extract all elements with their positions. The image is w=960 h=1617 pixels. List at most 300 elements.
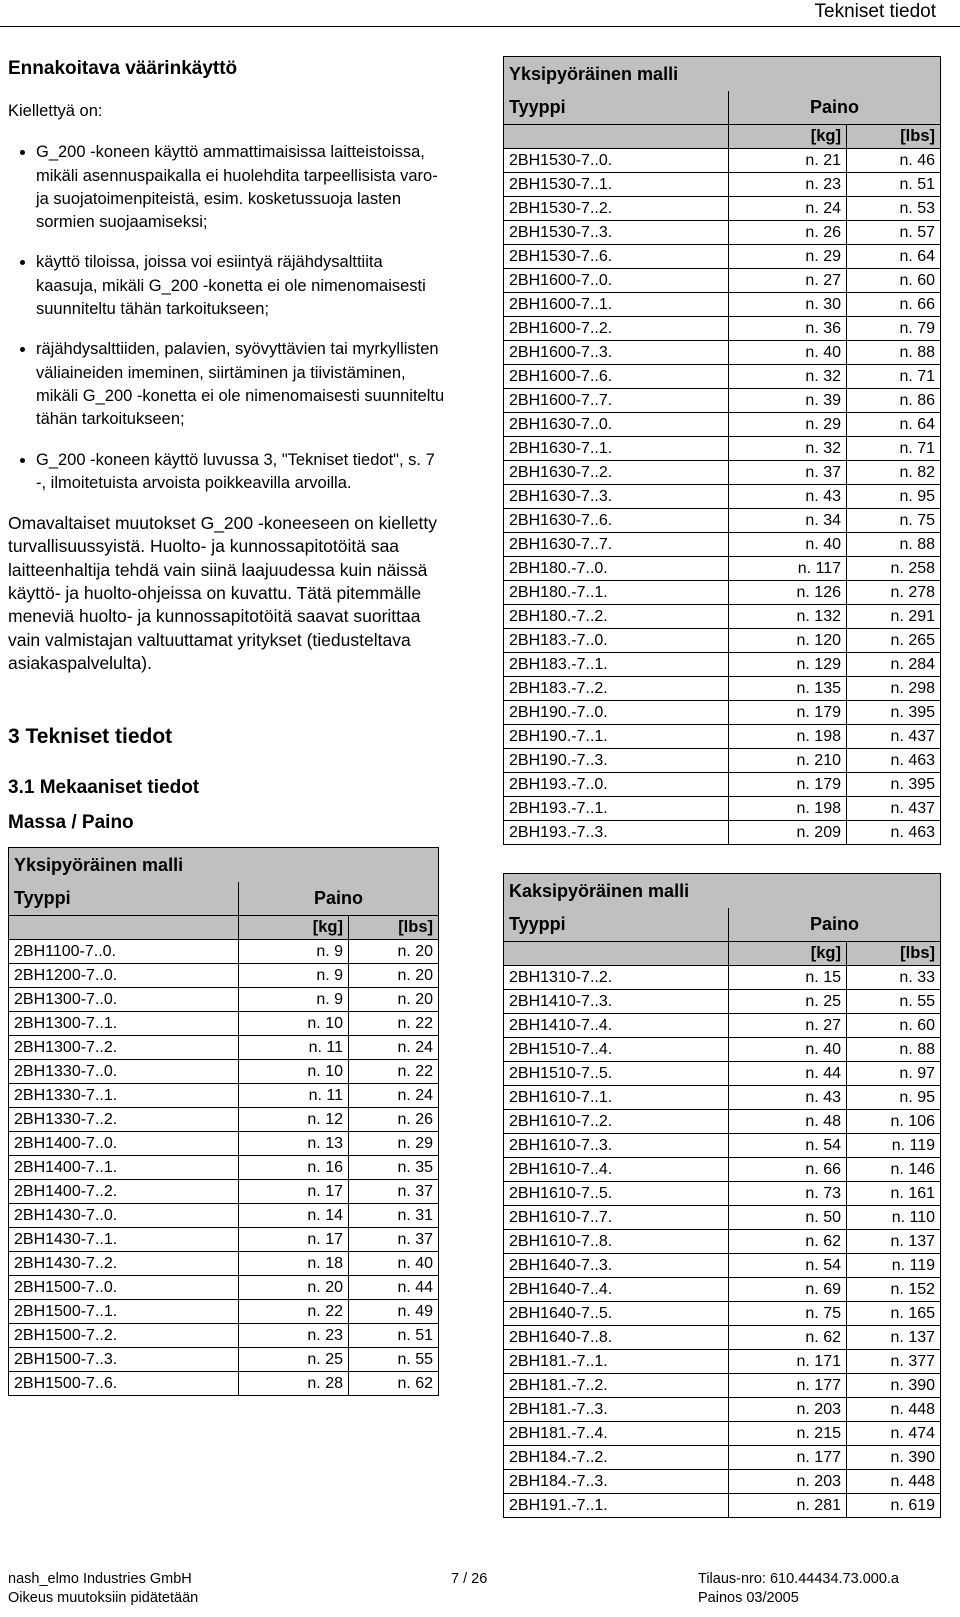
weight-lbs-cell: n. 265 — [847, 629, 941, 653]
header-rule — [0, 26, 960, 27]
weight-lbs-cell: n. 291 — [847, 605, 941, 629]
table-row — [9, 964, 439, 988]
table-row — [504, 773, 941, 797]
right-column — [503, 56, 959, 1518]
table-row — [504, 1374, 941, 1398]
table-row — [504, 1398, 941, 1422]
table-row — [9, 1084, 439, 1108]
table-row — [504, 1470, 941, 1494]
type-cell: 2BH1400-7..1. — [9, 1156, 239, 1180]
weight-kg-cell: n. 66 — [729, 1158, 847, 1182]
weight-kg-cell: n. 43 — [729, 485, 847, 509]
weight-lbs-cell: n. 24 — [349, 1036, 439, 1060]
table-row — [504, 966, 941, 990]
weight-lbs-cell: n. 66 — [847, 293, 941, 317]
weight-table-double-wheel — [503, 873, 959, 1518]
weight-lbs-cell: n. 377 — [847, 1350, 941, 1374]
type-cell: 2BH183.-7..2. — [504, 677, 729, 701]
weight-lbs-cell: n. 258 — [847, 557, 941, 581]
weight-table — [503, 56, 941, 845]
type-cell: 2BH1610-7..5. — [504, 1182, 729, 1206]
weight-kg-cell: n. 135 — [729, 677, 847, 701]
type-cell: 2BH193.-7..3. — [504, 821, 729, 845]
weight-kg-cell: n. 10 — [239, 1012, 349, 1036]
weight-lbs-cell: n. 20 — [349, 988, 439, 1012]
weight-lbs-cell: n. 82 — [847, 461, 941, 485]
table-row — [504, 605, 941, 629]
weight-kg-cell: n. 198 — [729, 797, 847, 821]
weight-kg-cell: n. 40 — [729, 341, 847, 365]
weight-kg-cell: n. 27 — [729, 269, 847, 293]
weight-kg-cell: n. 9 — [239, 988, 349, 1012]
type-cell: 2BH1200-7..0. — [9, 964, 239, 988]
table-row — [504, 1038, 941, 1062]
weight-lbs-cell: n. 40 — [349, 1252, 439, 1276]
unit-header-kg: [kg] — [729, 125, 847, 149]
table-row — [504, 1326, 941, 1350]
weight-lbs-cell: n. 152 — [847, 1278, 941, 1302]
weight-lbs-cell: n. 33 — [847, 966, 941, 990]
weight-kg-cell: n. 9 — [239, 940, 349, 964]
weight-kg-cell: n. 215 — [729, 1422, 847, 1446]
table-row — [9, 1204, 439, 1228]
unit-header-empty — [504, 942, 729, 966]
weight-kg-cell: n. 40 — [729, 1038, 847, 1062]
type-cell: 2BH181.-7..4. — [504, 1422, 729, 1446]
table-header-row — [504, 908, 941, 942]
weight-kg-cell: n. 177 — [729, 1374, 847, 1398]
type-cell: 2BH1610-7..3. — [504, 1134, 729, 1158]
weight-lbs-cell: n. 88 — [847, 341, 941, 365]
column-header-type: Tyyppi — [504, 91, 729, 125]
footer-order-number: Tilaus-nro: 610.44434.73.000.a — [698, 1571, 899, 1587]
type-cell: 2BH1510-7..5. — [504, 1062, 729, 1086]
type-cell: 2BH1500-7..3. — [9, 1348, 239, 1372]
footer-company: nash_elmo Industries GmbH — [8, 1571, 192, 1587]
weight-kg-cell: n. 23 — [239, 1324, 349, 1348]
type-cell: 2BH190.-7..1. — [504, 725, 729, 749]
type-cell: 2BH1330-7..1. — [9, 1084, 239, 1108]
table-row — [9, 1108, 439, 1132]
type-cell: 2BH1600-7..6. — [504, 365, 729, 389]
weight-lbs-cell: n. 79 — [847, 317, 941, 341]
type-cell: 2BH1530-7..3. — [504, 221, 729, 245]
weight-kg-cell: n. 203 — [729, 1470, 847, 1494]
table-row — [504, 413, 941, 437]
weight-lbs-cell: n. 49 — [349, 1300, 439, 1324]
forbidden-item: • G_200 -koneen käyttö luvussa 3, "Tekniset tiedot", s. 7 -, ilmoitetuista arvoista poikkeavilla arvoilla. — [36, 449, 448, 496]
type-cell: 2BH1610-7..2. — [504, 1110, 729, 1134]
table-row — [504, 197, 941, 221]
type-cell: 2BH1410-7..4. — [504, 1014, 729, 1038]
weight-table-single-wheel-1 — [8, 847, 448, 1396]
weight-lbs-cell: n. 26 — [349, 1108, 439, 1132]
type-cell: 2BH1610-7..8. — [504, 1230, 729, 1254]
type-cell: 2BH181.-7..2. — [504, 1374, 729, 1398]
table-row — [9, 988, 439, 1012]
table-title-row — [9, 848, 439, 883]
table-row — [9, 1060, 439, 1084]
weight-lbs-cell: n. 395 — [847, 701, 941, 725]
weight-kg-cell: n. 281 — [729, 1494, 847, 1518]
type-cell: 2BH1300-7..1. — [9, 1012, 239, 1036]
type-cell: 2BH190.-7..3. — [504, 749, 729, 773]
table-row — [504, 821, 941, 845]
weight-lbs-cell: n. 95 — [847, 485, 941, 509]
type-cell: 2BH191.-7..1. — [504, 1494, 729, 1518]
table-row — [504, 341, 941, 365]
table-row — [504, 990, 941, 1014]
left-column — [8, 52, 448, 1396]
type-cell: 2BH1610-7..1. — [504, 1086, 729, 1110]
table-row — [504, 1494, 941, 1518]
table-row — [504, 1254, 941, 1278]
weight-kg-cell: n. 11 — [239, 1084, 349, 1108]
table-row — [9, 940, 439, 964]
type-cell: 2BH181.-7..1. — [504, 1350, 729, 1374]
weight-lbs-cell: n. 60 — [847, 269, 941, 293]
table-row — [9, 1372, 439, 1396]
type-cell: 2BH1640-7..8. — [504, 1326, 729, 1350]
footer-rights: Oikeus muutoksiin pidätetään — [8, 1590, 199, 1606]
weight-kg-cell: n. 120 — [729, 629, 847, 653]
weight-lbs-cell: n. 448 — [847, 1470, 941, 1494]
type-cell: 2BH1630-7..2. — [504, 461, 729, 485]
table-row — [9, 1036, 439, 1060]
weight-kg-cell: n. 37 — [729, 461, 847, 485]
weight-lbs-cell: n. 75 — [847, 509, 941, 533]
table-row — [504, 437, 941, 461]
type-cell: 2BH180.-7..2. — [504, 605, 729, 629]
table-row — [504, 1158, 941, 1182]
footer-edition: Painos 03/2005 — [698, 1590, 799, 1606]
weight-table — [8, 847, 439, 1396]
type-cell: 2BH183.-7..1. — [504, 653, 729, 677]
type-cell: 2BH1500-7..6. — [9, 1372, 239, 1396]
table-unit-row — [504, 942, 941, 966]
weight-lbs-cell: n. 46 — [847, 149, 941, 173]
weight-table — [503, 873, 941, 1518]
type-cell: 2BH1330-7..2. — [9, 1108, 239, 1132]
table-row — [504, 1302, 941, 1326]
weight-kg-cell: n. 62 — [729, 1326, 847, 1350]
unit-header-lbs: [lbs] — [847, 125, 941, 149]
table-row — [504, 1206, 941, 1230]
weight-table-single-wheel-2 — [503, 56, 959, 845]
weight-lbs-cell: n. 22 — [349, 1060, 439, 1084]
table-row — [504, 1110, 941, 1134]
weight-lbs-cell: n. 390 — [847, 1446, 941, 1470]
column-header-weight: Paino — [729, 908, 941, 942]
weight-lbs-cell: n. 119 — [847, 1134, 941, 1158]
type-cell: 2BH1430-7..1. — [9, 1228, 239, 1252]
weight-kg-cell: n. 32 — [729, 365, 847, 389]
table-row — [504, 1014, 941, 1038]
weight-kg-cell: n. 18 — [239, 1252, 349, 1276]
modification-paragraph: Omavaltaiset muutokset G_200 -koneeseen on kielletty turvallisuussyistä. Huolto- ja kunnossapitotöitä saa laitteenhaltija tehdä vain siinä laajuudessa kuin näissä käyttö- ja huolto-ohjeissa on kuvattu. Tätä pitemmälle meneviä huolto- ja kunnossapitotöitä saavat suorittaa vain valmistajan valtuuttamat yritykset (tiedusteltava asiakaspalvelulta). — [8, 513, 437, 673]
table-row — [504, 461, 941, 485]
table-unit-row — [9, 916, 439, 940]
type-cell: 2BH1630-7..6. — [504, 509, 729, 533]
weight-kg-cell: n. 179 — [729, 773, 847, 797]
type-cell: 2BH190.-7..0. — [504, 701, 729, 725]
weight-lbs-cell: n. 619 — [847, 1494, 941, 1518]
weight-lbs-cell: n. 60 — [847, 1014, 941, 1038]
weight-lbs-cell: n. 71 — [847, 365, 941, 389]
weight-lbs-cell: n. 37 — [349, 1228, 439, 1252]
weight-lbs-cell: n. 463 — [847, 821, 941, 845]
weight-kg-cell: n. 54 — [729, 1134, 847, 1158]
weight-kg-cell: n. 32 — [729, 437, 847, 461]
weight-kg-cell: n. 17 — [239, 1228, 349, 1252]
weight-lbs-cell: n. 35 — [349, 1156, 439, 1180]
table-row — [9, 1180, 439, 1204]
table-row — [504, 365, 941, 389]
weight-kg-cell: n. 24 — [729, 197, 847, 221]
weight-lbs-cell: n. 31 — [349, 1204, 439, 1228]
weight-kg-cell: n. 73 — [729, 1182, 847, 1206]
forbidden-label: Kiellettyä on: — [8, 102, 103, 120]
table-row — [504, 533, 941, 557]
table-row — [504, 1182, 941, 1206]
type-cell: 2BH1640-7..4. — [504, 1278, 729, 1302]
weight-lbs-cell: n. 55 — [349, 1348, 439, 1372]
weight-lbs-cell: n. 88 — [847, 1038, 941, 1062]
table-row — [504, 1422, 941, 1446]
weight-lbs-cell: n. 298 — [847, 677, 941, 701]
weight-lbs-cell: n. 448 — [847, 1398, 941, 1422]
footer-page-number: 7 / 26 — [451, 1571, 488, 1587]
table-row — [504, 653, 941, 677]
type-cell: 2BH1400-7..0. — [9, 1132, 239, 1156]
weight-kg-cell: n. 9 — [239, 964, 349, 988]
forbidden-item: • käyttö tiloissa, joissa voi esiintyä räjähdysalttiita kaasuja, mikäli G_200 -konetta ei ole nimenomaisesti suunniteltu tähän tarkoitukseen; — [36, 251, 448, 321]
weight-kg-cell: n. 39 — [729, 389, 847, 413]
table-row — [504, 1062, 941, 1086]
type-cell: 2BH1500-7..1. — [9, 1300, 239, 1324]
type-cell: 2BH1630-7..1. — [504, 437, 729, 461]
weight-kg-cell: n. 29 — [729, 245, 847, 269]
column-header-type: Tyyppi — [9, 882, 239, 916]
weight-lbs-cell: n. 165 — [847, 1302, 941, 1326]
chapter-heading: 3 Tekniset tiedot — [8, 725, 173, 749]
weight-lbs-cell: n. 44 — [349, 1276, 439, 1300]
table-row — [9, 1348, 439, 1372]
weight-kg-cell: n. 25 — [729, 990, 847, 1014]
table-unit-row — [504, 125, 941, 149]
weight-lbs-cell: n. 22 — [349, 1012, 439, 1036]
table-row — [504, 221, 941, 245]
weight-kg-cell: n. 171 — [729, 1350, 847, 1374]
type-cell: 2BH183.-7..0. — [504, 629, 729, 653]
weight-kg-cell: n. 48 — [729, 1110, 847, 1134]
type-cell: 2BH1630-7..7. — [504, 533, 729, 557]
section-heading-misuse: Ennakoitava väärinkäyttö — [8, 58, 238, 79]
weight-kg-cell: n. 14 — [239, 1204, 349, 1228]
type-cell: 2BH1630-7..0. — [504, 413, 729, 437]
unit-header-empty — [504, 125, 729, 149]
unit-header-kg: [kg] — [239, 916, 349, 940]
type-cell: 2BH1640-7..5. — [504, 1302, 729, 1326]
type-cell: 2BH1600-7..3. — [504, 341, 729, 365]
weight-kg-cell: n. 54 — [729, 1254, 847, 1278]
weight-lbs-cell: n. 97 — [847, 1062, 941, 1086]
type-cell: 2BH184.-7..2. — [504, 1446, 729, 1470]
weight-kg-cell: n. 117 — [729, 557, 847, 581]
weight-kg-cell: n. 15 — [729, 966, 847, 990]
weight-kg-cell: n. 20 — [239, 1276, 349, 1300]
weight-lbs-cell: n. 437 — [847, 725, 941, 749]
type-cell: 2BH193.-7..1. — [504, 797, 729, 821]
table-row — [504, 701, 941, 725]
weight-lbs-cell: n. 146 — [847, 1158, 941, 1182]
type-cell: 2BH1630-7..3. — [504, 485, 729, 509]
type-cell: 2BH1530-7..2. — [504, 197, 729, 221]
weight-lbs-cell: n. 24 — [349, 1084, 439, 1108]
unit-header-lbs: [lbs] — [349, 916, 439, 940]
table-row — [504, 173, 941, 197]
weight-lbs-cell: n. 88 — [847, 533, 941, 557]
weight-lbs-cell: n. 51 — [847, 173, 941, 197]
forbidden-item: • G_200 -koneen käyttö ammattimaisissa laitteistoissa, mikäli asennuspaikalla ei huolehdita tarpeellisista varo- ja suojatoimenpiteistä, esim. kosketussuoja lasten sormien suojaamiseksi; — [36, 141, 448, 234]
column-header-weight: Paino — [239, 882, 439, 916]
table-title: Kaksipyöräinen malli — [504, 874, 941, 909]
table-header-row — [9, 882, 439, 916]
forbidden-list — [8, 141, 448, 495]
weight-lbs-cell: n. 106 — [847, 1110, 941, 1134]
type-cell: 2BH1400-7..2. — [9, 1180, 239, 1204]
table-row — [9, 1276, 439, 1300]
weight-lbs-cell: n. 119 — [847, 1254, 941, 1278]
weight-kg-cell: n. 50 — [729, 1206, 847, 1230]
table-row — [504, 797, 941, 821]
weight-kg-cell: n. 25 — [239, 1348, 349, 1372]
type-cell: 2BH1600-7..0. — [504, 269, 729, 293]
table-title-row — [504, 57, 941, 92]
table-row — [9, 1156, 439, 1180]
running-header: Tekniset tiedot — [814, 1, 936, 22]
weight-lbs-cell: n. 51 — [349, 1324, 439, 1348]
weight-kg-cell: n. 209 — [729, 821, 847, 845]
type-cell: 2BH1600-7..7. — [504, 389, 729, 413]
table-row — [504, 1278, 941, 1302]
table-row — [504, 749, 941, 773]
weight-kg-cell: n. 210 — [729, 749, 847, 773]
weight-kg-cell: n. 62 — [729, 1230, 847, 1254]
weight-kg-cell: n. 179 — [729, 701, 847, 725]
weight-lbs-cell: n. 71 — [847, 437, 941, 461]
weight-kg-cell: n. 11 — [239, 1036, 349, 1060]
column-header-weight: Paino — [729, 91, 941, 125]
table-row — [504, 245, 941, 269]
type-cell: 2BH1610-7..4. — [504, 1158, 729, 1182]
weight-lbs-cell: n. 284 — [847, 653, 941, 677]
weight-kg-cell: n. 30 — [729, 293, 847, 317]
weight-kg-cell: n. 12 — [239, 1108, 349, 1132]
table-row — [9, 1228, 439, 1252]
weight-kg-cell: n. 129 — [729, 653, 847, 677]
type-cell: 2BH1510-7..4. — [504, 1038, 729, 1062]
weight-lbs-cell: n. 57 — [847, 221, 941, 245]
table-row — [9, 1300, 439, 1324]
weight-lbs-cell: n. 64 — [847, 413, 941, 437]
table-row — [504, 149, 941, 173]
weight-kg-cell: n. 44 — [729, 1062, 847, 1086]
type-cell: 2BH181.-7..3. — [504, 1398, 729, 1422]
weight-lbs-cell: n. 390 — [847, 1374, 941, 1398]
weight-lbs-cell: n. 62 — [349, 1372, 439, 1396]
weight-lbs-cell: n. 53 — [847, 197, 941, 221]
table-row — [504, 629, 941, 653]
weight-lbs-cell: n. 278 — [847, 581, 941, 605]
table-row — [504, 293, 941, 317]
table-row — [504, 1134, 941, 1158]
unit-header-kg: [kg] — [729, 942, 847, 966]
type-cell: 2BH1310-7..2. — [504, 966, 729, 990]
weight-kg-cell: n. 69 — [729, 1278, 847, 1302]
table-row — [504, 557, 941, 581]
weight-kg-cell: n. 43 — [729, 1086, 847, 1110]
type-cell: 2BH1330-7..0. — [9, 1060, 239, 1084]
table-row — [9, 1252, 439, 1276]
weight-kg-cell: n. 132 — [729, 605, 847, 629]
weight-lbs-cell: n. 463 — [847, 749, 941, 773]
weight-lbs-cell: n. 395 — [847, 773, 941, 797]
table-row — [504, 677, 941, 701]
weight-kg-cell: n. 21 — [729, 149, 847, 173]
weight-kg-cell: n. 17 — [239, 1180, 349, 1204]
weight-kg-cell: n. 34 — [729, 509, 847, 533]
weight-kg-cell: n. 40 — [729, 533, 847, 557]
weight-lbs-cell: n. 20 — [349, 964, 439, 988]
table-row — [504, 269, 941, 293]
weight-kg-cell: n. 27 — [729, 1014, 847, 1038]
table-row — [504, 317, 941, 341]
table-header-row — [504, 91, 941, 125]
type-cell: 2BH1100-7..0. — [9, 940, 239, 964]
type-cell: 2BH1610-7..7. — [504, 1206, 729, 1230]
weight-kg-cell: n. 26 — [729, 221, 847, 245]
type-cell: 2BH180.-7..1. — [504, 581, 729, 605]
weight-lbs-cell: n. 37 — [349, 1180, 439, 1204]
type-cell: 2BH180.-7..0. — [504, 557, 729, 581]
weight-lbs-cell: n. 474 — [847, 1422, 941, 1446]
type-cell: 2BH1530-7..0. — [504, 149, 729, 173]
weight-kg-cell: n. 36 — [729, 317, 847, 341]
table-row — [504, 725, 941, 749]
column-header-type: Tyyppi — [504, 908, 729, 942]
type-cell: 2BH1300-7..2. — [9, 1036, 239, 1060]
weight-kg-cell: n. 23 — [729, 173, 847, 197]
type-cell: 2BH1500-7..0. — [9, 1276, 239, 1300]
unit-header-empty — [9, 916, 239, 940]
table-title: Yksipyöräinen malli — [9, 848, 439, 883]
type-cell: 2BH193.-7..0. — [504, 773, 729, 797]
table-row — [504, 1350, 941, 1374]
table-row — [504, 1446, 941, 1470]
weight-kg-cell: n. 29 — [729, 413, 847, 437]
weight-kg-cell: n. 22 — [239, 1300, 349, 1324]
weight-kg-cell: n. 126 — [729, 581, 847, 605]
table-row — [9, 1012, 439, 1036]
forbidden-item: • räjähdysalttiiden, palavien, syövyttävien tai myrkyllisten väliaineiden imeminen, siirtäminen ja tiivistäminen, mikäli G_200 -konetta ei ole nimenomaisesti suunniteltu tähän tarkoitukseen; — [36, 338, 448, 431]
type-cell: 2BH1600-7..2. — [504, 317, 729, 341]
type-cell: 2BH1430-7..2. — [9, 1252, 239, 1276]
weight-kg-cell: n. 203 — [729, 1398, 847, 1422]
weight-lbs-cell: n. 110 — [847, 1206, 941, 1230]
table-title-row — [504, 874, 941, 909]
weight-lbs-cell: n. 95 — [847, 1086, 941, 1110]
